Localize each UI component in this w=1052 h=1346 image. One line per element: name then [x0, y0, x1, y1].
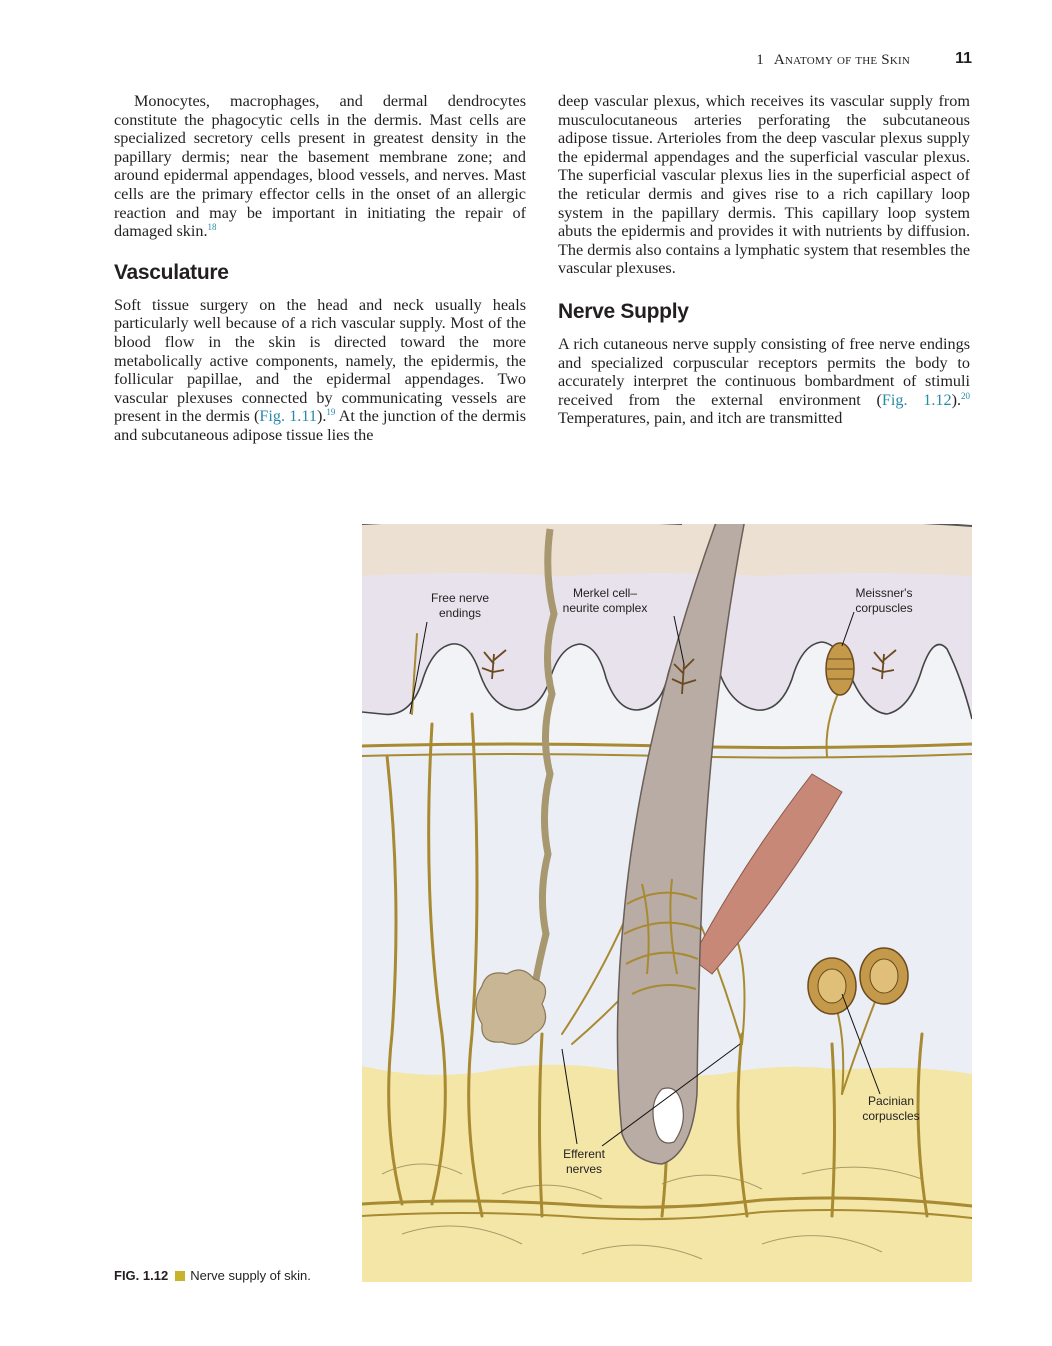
label-efferent-line1: Efferent — [563, 1147, 605, 1161]
chapter-number: 1 — [756, 52, 764, 68]
paragraph-text: At the junction of the dermis and subcutaneous adipose tissue lies the — [114, 407, 526, 444]
reference-18[interactable]: 18 — [207, 222, 217, 233]
figure-caption — [114, 1268, 311, 1283]
label-pacinian-line2: corpuscles — [862, 1109, 920, 1123]
label-free-nerve-endings-line2: endings — [438, 606, 482, 620]
right-column — [558, 92, 970, 428]
caption-square-icon — [175, 1271, 185, 1281]
paragraph-nerve-supply — [558, 335, 970, 428]
label-merkel-line1: Merkel cell– — [572, 586, 638, 600]
hair-bulb-papilla — [653, 1088, 683, 1143]
page-number: 11 — [955, 50, 972, 67]
paragraph-text: Monocytes, macrophages, and dermal dendrocytes constitute the phagocytic cells in the dermis. Mast cells are specialized secretory cells present in greatest density in the papillary dermis; near the basement membrane zone; and around epidermal appendages, blood vessels, and nerves. Mast cells are the primary effector cells in the onset of an allergic reaction and may be important in initiating the repair of damaged skin. — [114, 92, 526, 241]
paragraph-text: A rich cutaneous nerve supply consisting of free nerve endings and specialized corpuscular receptors permits the body to accurately interpret the continuous bombardment of stimuli received from the external environment ( — [558, 334, 970, 409]
label-merkel-line2: neurite complex — [562, 601, 648, 615]
label-meissner-line2: corpuscles — [855, 601, 913, 615]
caption-fig-number: FIG. 1.12 — [114, 1268, 169, 1283]
stratum-corneum — [362, 520, 972, 576]
skin-illustration — [362, 474, 972, 1282]
caption-text: Nerve supply of skin. — [190, 1268, 311, 1283]
figure-nerve-supply — [362, 474, 972, 1282]
label-efferent-line2: nerves — [565, 1162, 603, 1176]
left-column — [114, 92, 526, 445]
heading-nerve-supply: Nerve Supply — [558, 299, 689, 323]
label-free-nerve-endings-line1: Free nerve — [430, 591, 490, 605]
paragraph-mast-cells — [114, 92, 526, 241]
reference-19[interactable]: 19 — [326, 407, 336, 418]
label-meissner-line1: Meissner's — [855, 586, 913, 600]
paragraph-text: Temperatures, pain, and itch are transmitted — [558, 409, 843, 428]
sweat-gland-coil — [476, 970, 546, 1044]
label-pacinian-line1: Pacinian — [867, 1094, 915, 1108]
chapter-title-text: Anatomy of the Skin — [773, 52, 910, 68]
paragraph-deep-plexus: deep vascular plexus, which receives its vascular supply from musculocutaneous arteries perforating the subcutaneous adipose tissue. Arterioles from the deep vascular plexus supply the epidermal appendages and the superficial vascular plexus. The superficial vascular plexus lies in the superficial aspect of the reticular dermis and gives rise to a rich capillary loop system in the papillary dermis. This capillary loop system abuts the epidermis and provides it with nutrients by diffusion. The dermis also contains a lymphatic system that resembles the vascular plexuses. — [558, 92, 970, 278]
pacinian-corpuscle-1-inner — [818, 969, 846, 1003]
running-header — [700, 50, 972, 72]
pacinian-corpuscle-2-inner — [870, 959, 898, 993]
paragraph-vasculature — [114, 296, 526, 445]
paragraph-text: Soft tissue surgery on the head and neck usually heals particularly well because of a rich vascular supply. Most of the blood flow in the skin is directed toward the more metabolically active components, namely, the epidermis, the follicular papillae, and the epidermal appendages. Two vascular plexuses connected by communicating vessels are present in the dermis ( — [114, 295, 526, 426]
paragraph-text: ). — [951, 390, 961, 409]
figure-link-1-11[interactable]: Fig. 1.11 — [259, 407, 317, 426]
reference-20[interactable]: 20 — [961, 390, 970, 401]
figure-link-1-12[interactable]: Fig. 1.12 — [881, 390, 952, 409]
chapter-title — [756, 52, 910, 69]
paragraph-text: ). — [316, 407, 327, 426]
heading-vasculature: Vasculature — [114, 260, 229, 284]
